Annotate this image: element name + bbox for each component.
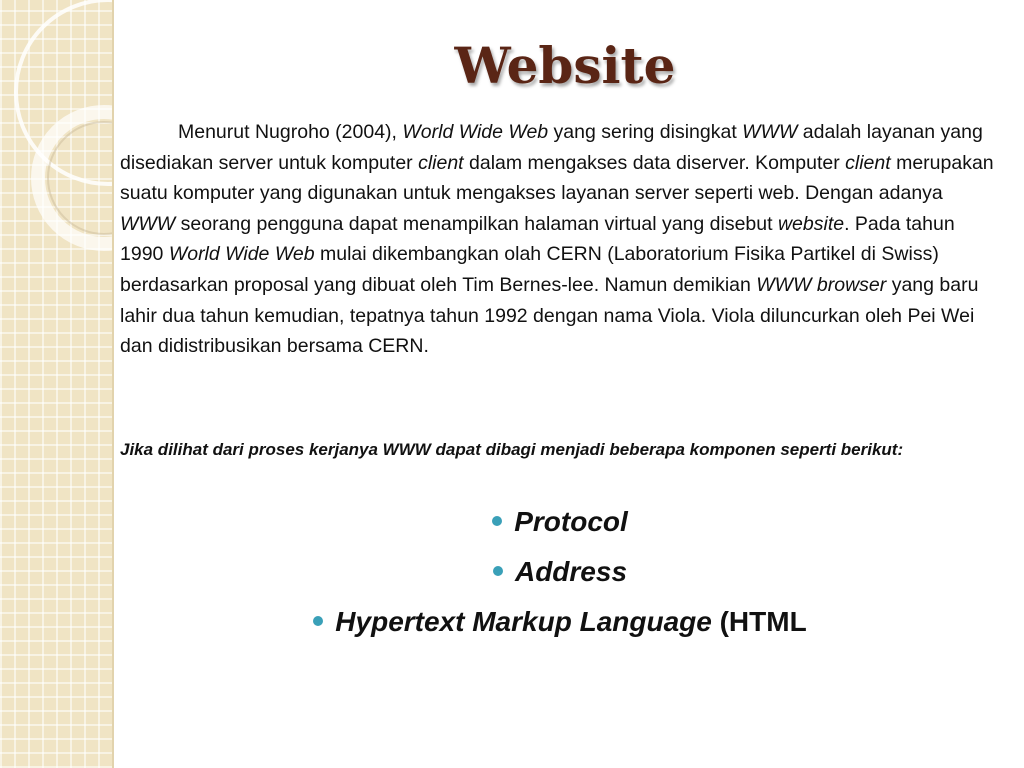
paragraph-run: website: [777, 212, 845, 235]
paragraph-run: . Pada tahun 1990: [120, 212, 955, 266]
list-item: [120, 600, 1000, 650]
component-list: [120, 500, 1000, 650]
paragraph-run: client: [845, 151, 891, 174]
paragraph-run: client: [418, 151, 464, 174]
body-paragraph: [120, 117, 1000, 362]
sidebar-rings-graphic: [0, 0, 114, 768]
list-item-label: Protocol: [514, 506, 628, 537]
paragraph-run: yang baru lahir dua tahun kemudian, tepatnya tahun 1992 dengan nama Viola. Viola diluncurkan oleh Pei Wei dan didistribusikan bersama CERN.: [120, 273, 979, 358]
paragraph-run: World Wide Web: [402, 121, 549, 143]
paragraph-run: Menurut Nugroho (2004),: [178, 121, 403, 143]
bullet-dot-icon: [313, 616, 323, 626]
paragraph-run: mulai dikembangkan olah CERN (Laboratorium Fisika Partikel di Swiss) berdasarkan proposal yang dibuat oleh Tim Bernes-lee. Namun demikian: [120, 243, 939, 296]
list-item-label: Hypertext Markup Language: [335, 606, 712, 637]
paragraph-run: World Wide Web: [168, 243, 315, 266]
paragraph-run: dalam mengakses data diserver. Komputer: [463, 151, 846, 174]
list-item-suffix: (HTML: [711, 606, 807, 637]
slide-title: Website: [454, 36, 676, 95]
list-item: [120, 550, 1000, 600]
bullet-dot-icon: [492, 516, 502, 526]
list-item: [120, 500, 1000, 550]
bullet-dot-icon: [493, 566, 503, 576]
decorative-sidebar: [0, 0, 114, 768]
paragraph-run: merupakan suatu komputer yang digunakan untuk mengakses layanan server seperti web. Dengan adanya: [120, 151, 994, 205]
ring-large: [16, 0, 114, 184]
sidebar-edge: [112, 0, 114, 768]
paragraph-run: seorang pengguna dapat menampilkan halaman virtual yang disebut: [175, 212, 778, 235]
intro-text: Jika dilihat dari proses kerjanya WWW dapat dibagi menjadi beberapa komponen seperti berikut:: [120, 440, 904, 459]
paragraph-run: WWW: [742, 121, 798, 143]
paragraph-run: WWW: [120, 212, 176, 235]
list-item-label: Address: [514, 556, 628, 587]
paragraph-run: WWW browser: [756, 273, 887, 296]
paragraph-run: yang sering disingkat: [548, 121, 743, 143]
paragraph-run: adalah layanan yang disediakan server untuk komputer: [120, 121, 983, 174]
